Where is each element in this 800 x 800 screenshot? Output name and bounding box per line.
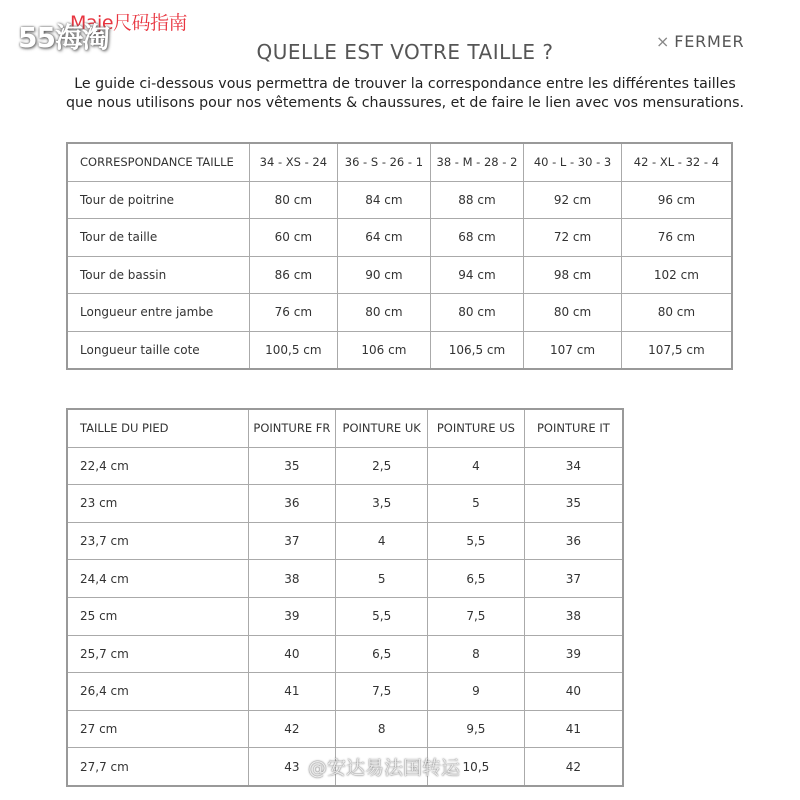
- table-row: [67, 294, 732, 332]
- table-cell: 84 cm: [338, 181, 431, 219]
- row-label: 23 cm: [67, 485, 248, 523]
- table-cell: 107 cm: [524, 331, 622, 369]
- table-cell: 5,5: [428, 522, 525, 560]
- row-label: Tour de taille: [67, 219, 249, 257]
- table-cell: 39: [248, 597, 336, 635]
- table-header-row: [67, 143, 732, 181]
- table-cell: 42: [248, 710, 336, 748]
- table-row: [67, 256, 732, 294]
- table-row: [67, 485, 623, 523]
- row-label: 27 cm: [67, 710, 248, 748]
- table-cell: 34: [524, 447, 623, 485]
- table-cell: 8: [336, 710, 428, 748]
- table-row: [67, 673, 623, 711]
- table-cell: 60 cm: [249, 219, 338, 257]
- table-row: [67, 597, 623, 635]
- watermark: @安达易法国转运: [308, 757, 461, 779]
- header-cell: POINTURE IT: [524, 409, 623, 447]
- header-cell: 38 - M - 28 - 2: [430, 143, 524, 181]
- table-cell: 36: [524, 522, 623, 560]
- header-cell: TAILLE DU PIED: [67, 409, 248, 447]
- table-cell: 40: [248, 635, 336, 673]
- shoe-size-table: [66, 408, 624, 787]
- header-cell: 34 - XS - 24: [249, 143, 338, 181]
- table-cell: 72 cm: [524, 219, 622, 257]
- table-cell: 37: [524, 560, 623, 598]
- table-cell: 36: [248, 485, 336, 523]
- row-label: Tour de bassin: [67, 256, 249, 294]
- table-cell: 76 cm: [621, 219, 732, 257]
- table-cell: 43: [248, 748, 336, 786]
- row-label: Tour de poitrine: [67, 181, 249, 219]
- table-cell: 7,5: [336, 673, 428, 711]
- table-cell: 106,5 cm: [430, 331, 524, 369]
- table-cell: 41: [248, 673, 336, 711]
- table-cell: 94 cm: [430, 256, 524, 294]
- table-cell: 86 cm: [249, 256, 338, 294]
- table-cell: 92 cm: [524, 181, 622, 219]
- header-cell: CORRESPONDANCE TAILLE: [67, 143, 249, 181]
- close-icon: ×: [656, 32, 671, 51]
- table-cell: 3,5: [336, 485, 428, 523]
- table-cell: 35: [248, 447, 336, 485]
- row-label: Longueur entre jambe: [67, 294, 249, 332]
- header-cell: 42 - XL - 32 - 4: [621, 143, 732, 181]
- table-cell: 6,5: [336, 635, 428, 673]
- row-label: Longueur taille cote: [67, 331, 249, 369]
- table-cell: 37: [248, 522, 336, 560]
- table-row: [67, 181, 732, 219]
- brand-label: Maje尺码指南: [70, 12, 188, 34]
- intro-line-2: que nous utilisons pour nos vêtements & chaussures, et de faire le lien avec vos mensurations.: [65, 95, 744, 111]
- table-cell: 9,5: [428, 710, 525, 748]
- intro-text: [40, 75, 770, 113]
- row-label: 22,4 cm: [67, 447, 248, 485]
- table-cell: 5: [336, 560, 428, 598]
- table-row: [67, 522, 623, 560]
- row-label: 27,7 cm: [67, 748, 248, 786]
- table-cell: 100,5 cm: [249, 331, 338, 369]
- table-cell: 80 cm: [338, 294, 431, 332]
- table-cell: 42: [524, 748, 623, 786]
- close-label: FERMER: [674, 32, 745, 51]
- table-cell: 80 cm: [524, 294, 622, 332]
- site-logo: 55海淘: [18, 21, 109, 54]
- header-cell: 40 - L - 30 - 3: [524, 143, 622, 181]
- table-cell: 7,5: [428, 597, 525, 635]
- table-cell: 90 cm: [338, 256, 431, 294]
- table-cell: 107,5 cm: [621, 331, 732, 369]
- table-row: [67, 710, 623, 748]
- table-cell: 38: [524, 597, 623, 635]
- table-cell: 96 cm: [621, 181, 732, 219]
- row-label: 25,7 cm: [67, 635, 248, 673]
- intro-line-1: Le guide ci-dessous vous permettra de trouver la correspondance entre les différentes tailles: [74, 76, 736, 92]
- table-cell: 106 cm: [338, 331, 431, 369]
- table-cell: 5,5: [336, 597, 428, 635]
- table-cell: 40: [524, 673, 623, 711]
- table-row: [67, 560, 623, 598]
- table-cell: 64 cm: [338, 219, 431, 257]
- table-cell: 4: [428, 447, 525, 485]
- table-cell: 9: [428, 673, 525, 711]
- table-cell: 6,5: [428, 560, 525, 598]
- table-cell: 4: [336, 522, 428, 560]
- row-label: 26,4 cm: [67, 673, 248, 711]
- header-cell: POINTURE US: [428, 409, 525, 447]
- table-cell: 5: [428, 485, 525, 523]
- table-row: [67, 219, 732, 257]
- row-label: 24,4 cm: [67, 560, 248, 598]
- table-header-row: [67, 409, 623, 447]
- table-cell: 8: [428, 635, 525, 673]
- table-row: [67, 447, 623, 485]
- table-cell: 41: [524, 710, 623, 748]
- table-cell: 10,5: [428, 748, 525, 786]
- header-cell: POINTURE FR: [248, 409, 336, 447]
- table-row: [67, 331, 732, 369]
- table-cell: 68 cm: [430, 219, 524, 257]
- page-title: QUELLE EST VOTRE TAILLE ?: [256, 40, 554, 64]
- table-cell: 80 cm: [249, 181, 338, 219]
- table-cell: 102 cm: [621, 256, 732, 294]
- header-cell: POINTURE UK: [336, 409, 428, 447]
- row-label: 23,7 cm: [67, 522, 248, 560]
- table-row: [67, 635, 623, 673]
- clothing-size-table: [66, 142, 733, 370]
- table-cell: 80 cm: [621, 294, 732, 332]
- table-cell: 98 cm: [524, 256, 622, 294]
- table-cell: 35: [524, 485, 623, 523]
- table-cell: 2,5: [336, 447, 428, 485]
- table-cell: 76 cm: [249, 294, 338, 332]
- table-cell: 39: [524, 635, 623, 673]
- header-cell: 36 - S - 26 - 1: [338, 143, 431, 181]
- row-label: 25 cm: [67, 597, 248, 635]
- table-cell: 88 cm: [430, 181, 524, 219]
- close-button[interactable]: [656, 32, 744, 51]
- table-cell: 38: [248, 560, 336, 598]
- table-cell: 80 cm: [430, 294, 524, 332]
